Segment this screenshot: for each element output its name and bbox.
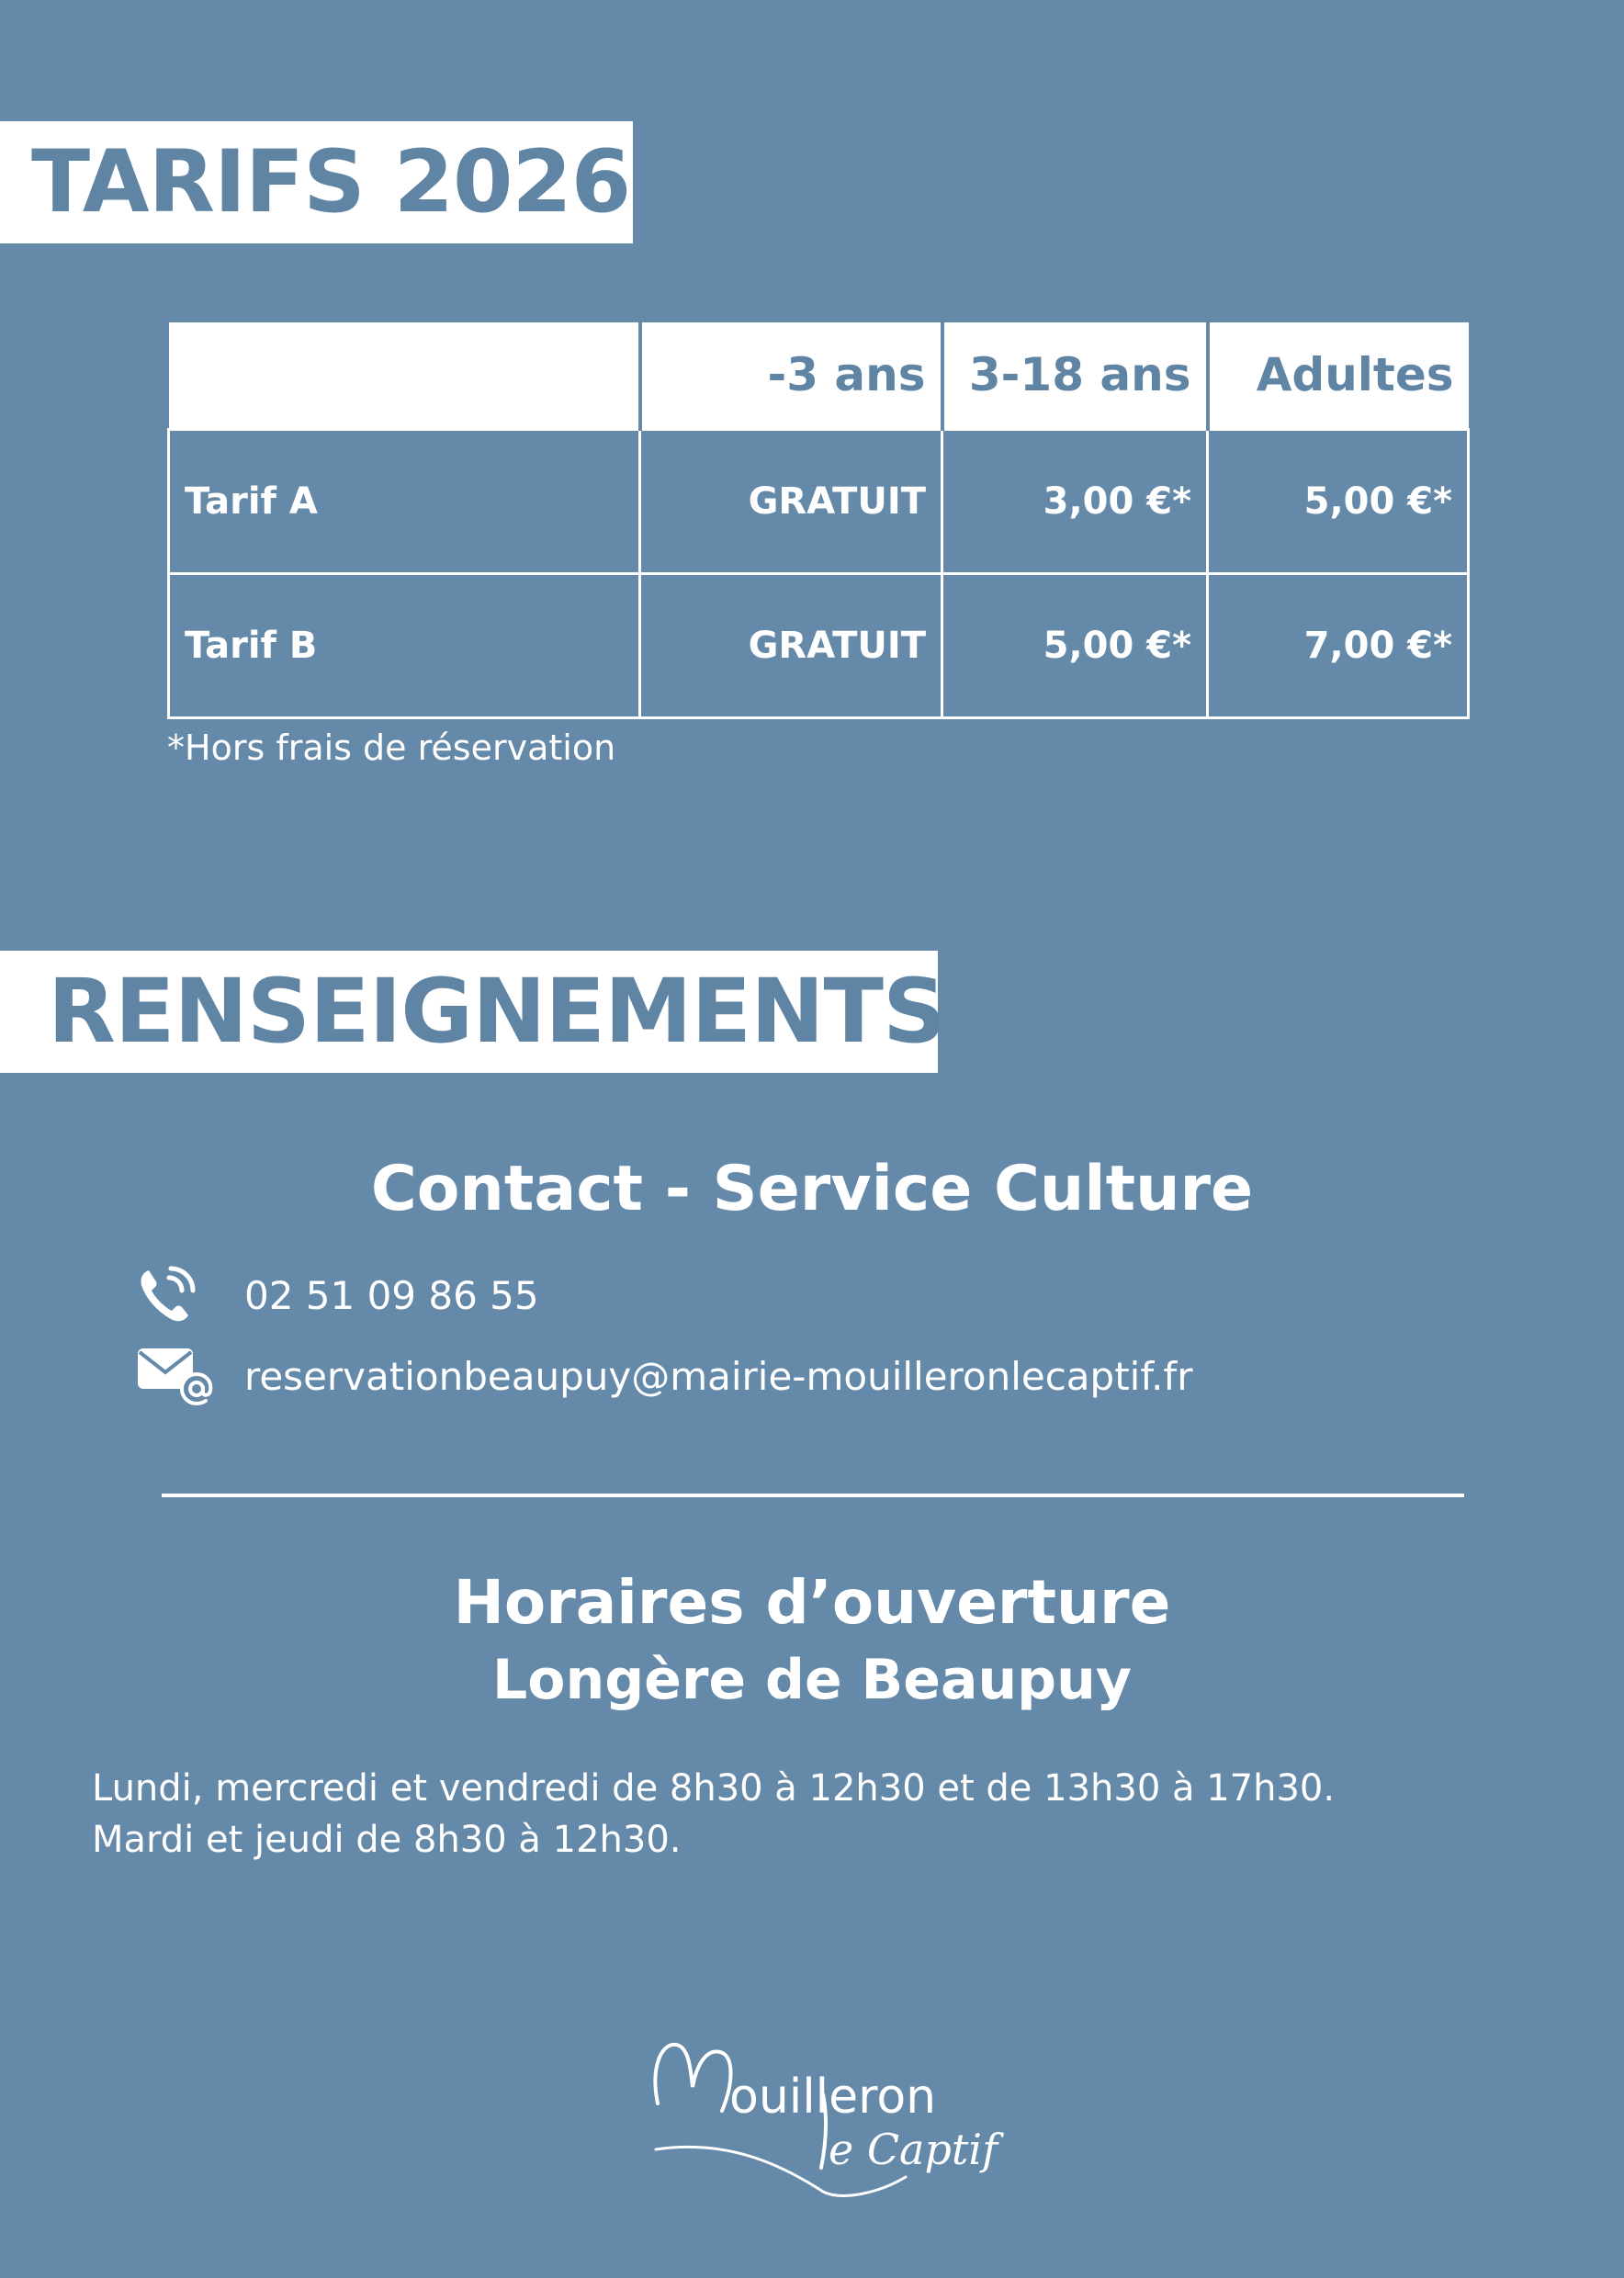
hours-line: Mardi et jeudi de 8h30 à 12h30. — [92, 1819, 682, 1861]
mouilleron-le-captif-logo — [648, 2030, 1016, 2205]
email-icon — [136, 1343, 217, 1409]
phone-number[interactable]: 02 51 09 86 55 — [244, 1272, 539, 1318]
tarifs-title: TARIFS 2026 — [31, 132, 631, 232]
pricing-table — [167, 322, 1470, 719]
email-address[interactable]: reservationbeaupuy@mairie-mouilleronlecaptif.fr — [244, 1353, 1193, 1399]
hours-subtitle: Longère de Beaupuy — [492, 1648, 1132, 1712]
pricing-footnote: *Hors frais de réservation — [167, 727, 616, 768]
renseignements-title: RENSEIGNEMENTS — [48, 960, 946, 1063]
header-3-18: 3-18 ans — [942, 322, 1208, 429]
table-row — [169, 573, 1469, 717]
row-label: Tarif B — [169, 573, 640, 717]
header-under-3: -3 ans — [640, 322, 942, 429]
price-cell: 7,00 €* — [1208, 573, 1469, 717]
email-row — [136, 1343, 1192, 1409]
contact-title: Contact - Service Culture — [370, 1153, 1254, 1225]
price-cell: 5,00 €* — [1208, 429, 1469, 573]
section-divider — [162, 1494, 1464, 1497]
price-cell: 5,00 €* — [942, 573, 1208, 717]
phone-row — [136, 1262, 539, 1328]
tarifs-title-banner — [0, 121, 633, 243]
price-cell: GRATUIT — [640, 573, 942, 717]
price-cell: 3,00 €* — [942, 429, 1208, 573]
logo-line2: e Captif — [829, 2125, 998, 2174]
hours-title: Horaires d’ouverture — [453, 1567, 1171, 1638]
row-label: Tarif A — [169, 429, 640, 573]
price-cell: GRATUIT — [640, 429, 942, 573]
pricing-header-row — [169, 322, 1469, 429]
phone-icon — [136, 1262, 217, 1328]
renseignements-title-banner — [0, 951, 946, 1073]
table-row — [169, 429, 1469, 573]
header-empty — [169, 322, 640, 429]
header-adultes: Adultes — [1208, 322, 1469, 429]
hours-line: Lundi, mercredi et vendredi de 8h30 à 12h30 et de 13h30 à 17h30. — [92, 1767, 1336, 1810]
logo-line1: ouilleron — [729, 2069, 937, 2125]
